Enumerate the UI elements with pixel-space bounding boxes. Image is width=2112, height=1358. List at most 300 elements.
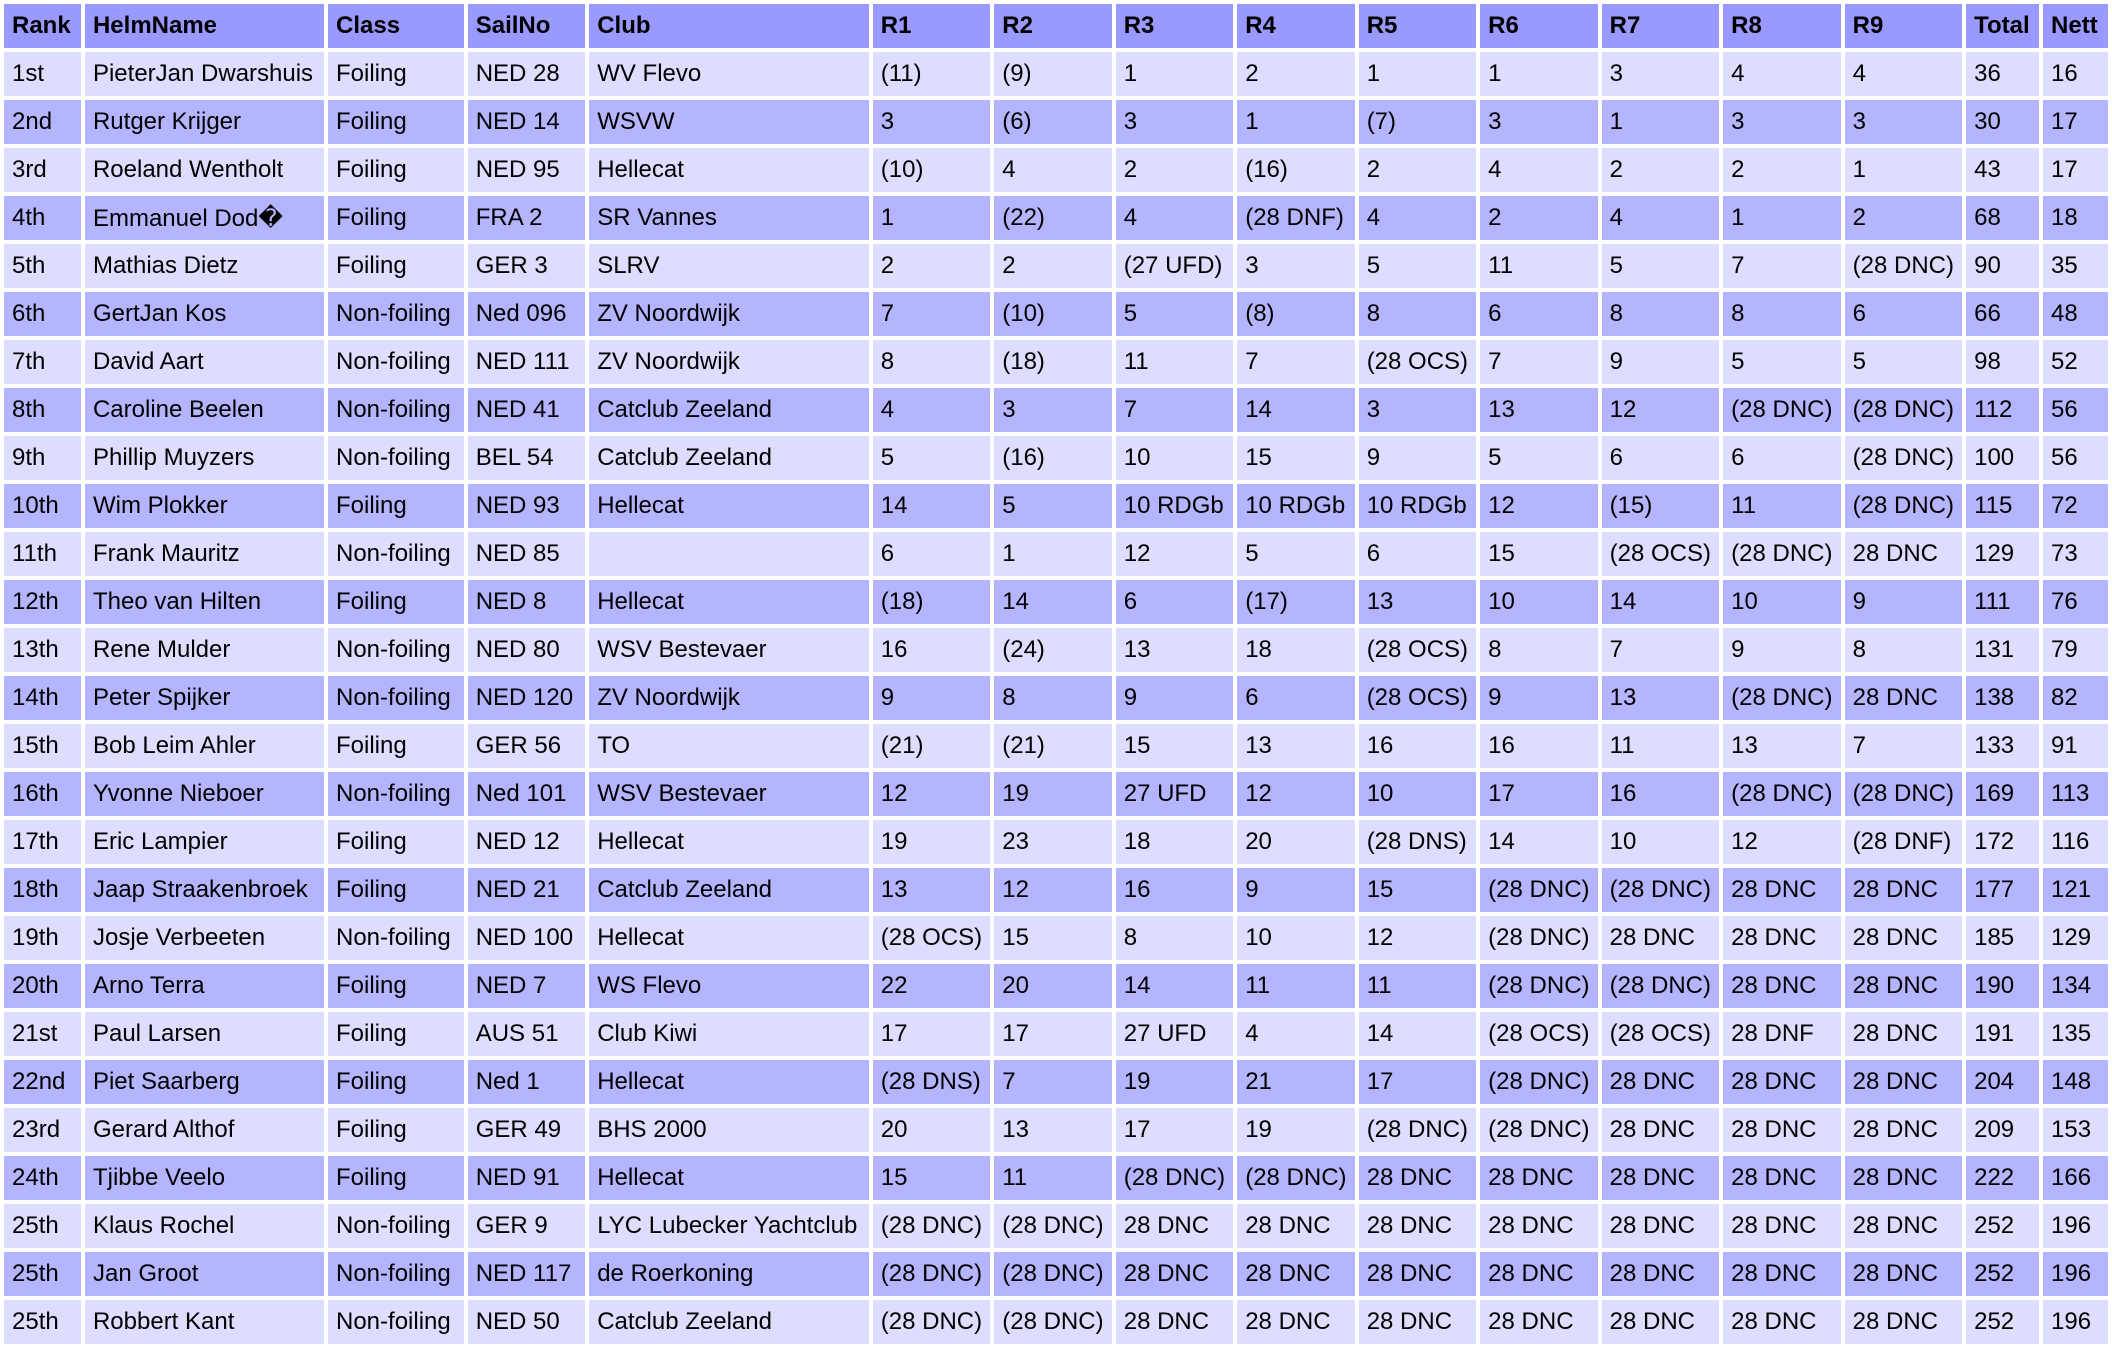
cell-sail-no: FRA 2 (468, 196, 585, 240)
cell-nett: 153 (2043, 1108, 2108, 1152)
cell-r8: 8 (1723, 292, 1840, 336)
cell-r3: 28 DNC (1116, 1204, 1233, 1248)
cell-helm-name: Paul Larsen (85, 1012, 324, 1056)
cell-r9: 28 DNC (1845, 916, 1962, 960)
cell-r4: 18 (1237, 628, 1354, 672)
cell-total: 129 (1966, 532, 2039, 576)
cell-r6: 7 (1480, 340, 1597, 384)
cell-r7: 16 (1602, 772, 1719, 816)
cell-r8: (28 DNC) (1723, 388, 1840, 432)
cell-r8: 10 (1723, 580, 1840, 624)
cell-helm-name: Jaap Straakenbroek (85, 868, 324, 912)
cell-class: Foiling (328, 52, 464, 96)
cell-r6: 17 (1480, 772, 1597, 816)
cell-r4: 2 (1237, 52, 1354, 96)
cell-nett: 196 (2043, 1204, 2108, 1248)
cell-r4: 10 (1237, 916, 1354, 960)
results-table-header (4, 4, 2108, 48)
cell-r1: 7 (873, 292, 990, 336)
cell-r4: 19 (1237, 1108, 1354, 1152)
column-header-class[interactable]: Class (328, 4, 464, 48)
cell-r9: 28 DNC (1845, 1156, 1962, 1200)
cell-r5: 12 (1359, 916, 1476, 960)
cell-r1: 13 (873, 868, 990, 912)
cell-r7: 28 DNC (1602, 1300, 1719, 1344)
cell-rank: 16th (4, 772, 81, 816)
column-header-r9[interactable]: R9 (1845, 4, 1962, 48)
cell-r4: 6 (1237, 676, 1354, 720)
cell-r9: 28 DNC (1845, 1108, 1962, 1152)
cell-total: 115 (1966, 484, 2039, 528)
cell-helm-name: PieterJan Dwarshuis (85, 52, 324, 96)
cell-nett: 48 (2043, 292, 2108, 336)
cell-r3: 10 RDGb (1116, 484, 1233, 528)
cell-r1: 14 (873, 484, 990, 528)
cell-total: 100 (1966, 436, 2039, 480)
table-row (4, 820, 2108, 864)
cell-sail-no: GER 56 (468, 724, 585, 768)
cell-r3: 2 (1116, 148, 1233, 192)
cell-r6: 15 (1480, 532, 1597, 576)
cell-r2: 1 (994, 532, 1111, 576)
table-row (4, 484, 2108, 528)
table-row (4, 148, 2108, 192)
cell-r5: 15 (1359, 868, 1476, 912)
cell-nett: 73 (2043, 532, 2108, 576)
cell-sail-no: NED 95 (468, 148, 585, 192)
cell-r4: (28 DNC) (1237, 1156, 1354, 1200)
table-row (4, 628, 2108, 672)
cell-sail-no: NED 28 (468, 52, 585, 96)
cell-r3: 13 (1116, 628, 1233, 672)
cell-r1: 9 (873, 676, 990, 720)
cell-r2: 11 (994, 1156, 1111, 1200)
cell-sail-no: NED 14 (468, 100, 585, 144)
cell-class: Non-foiling (328, 340, 464, 384)
cell-r7: 28 DNC (1602, 1204, 1719, 1248)
cell-club: Catclub Zeeland (589, 1300, 869, 1344)
cell-r3: (27 UFD) (1116, 244, 1233, 288)
cell-sail-no: NED 91 (468, 1156, 585, 1200)
cell-sail-no: NED 7 (468, 964, 585, 1008)
table-row (4, 388, 2108, 432)
cell-nett: 17 (2043, 100, 2108, 144)
cell-r4: 1 (1237, 100, 1354, 144)
cell-r4: 28 DNC (1237, 1300, 1354, 1344)
cell-club: de Roerkoning (589, 1252, 869, 1296)
cell-r4: (8) (1237, 292, 1354, 336)
column-header-r3[interactable]: R3 (1116, 4, 1233, 48)
cell-nett: 16 (2043, 52, 2108, 96)
cell-r4: 13 (1237, 724, 1354, 768)
cell-r9: 28 DNC (1845, 676, 1962, 720)
cell-r8: 2 (1723, 148, 1840, 192)
cell-r6: 14 (1480, 820, 1597, 864)
cell-r6: (28 OCS) (1480, 1012, 1597, 1056)
cell-r9: 7 (1845, 724, 1962, 768)
cell-rank: 8th (4, 388, 81, 432)
cell-helm-name: Wim Plokker (85, 484, 324, 528)
cell-r8: 9 (1723, 628, 1840, 672)
cell-rank: 25th (4, 1204, 81, 1248)
table-row (4, 964, 2108, 1008)
cell-r7: (28 OCS) (1602, 532, 1719, 576)
cell-rank: 5th (4, 244, 81, 288)
cell-r7: (28 OCS) (1602, 1012, 1719, 1056)
cell-r5: (28 OCS) (1359, 628, 1476, 672)
cell-rank: 14th (4, 676, 81, 720)
cell-r7: 11 (1602, 724, 1719, 768)
cell-r6: (28 DNC) (1480, 1108, 1597, 1152)
cell-sail-no: Ned 101 (468, 772, 585, 816)
cell-sail-no: NED 41 (468, 388, 585, 432)
cell-club: Hellecat (589, 1060, 869, 1104)
cell-rank: 18th (4, 868, 81, 912)
cell-helm-name: Rene Mulder (85, 628, 324, 672)
cell-r5: 5 (1359, 244, 1476, 288)
cell-nett: 196 (2043, 1252, 2108, 1296)
cell-total: 204 (1966, 1060, 2039, 1104)
cell-r4: (17) (1237, 580, 1354, 624)
table-row (4, 244, 2108, 288)
cell-r4: (28 DNF) (1237, 196, 1354, 240)
column-header-r5[interactable]: R5 (1359, 4, 1476, 48)
cell-r1: 20 (873, 1108, 990, 1152)
cell-r1: (28 DNC) (873, 1252, 990, 1296)
cell-club (589, 532, 869, 576)
cell-nett: 79 (2043, 628, 2108, 672)
cell-class: Non-foiling (328, 388, 464, 432)
cell-sail-no: NED 120 (468, 676, 585, 720)
cell-total: 68 (1966, 196, 2039, 240)
column-header-r7[interactable]: R7 (1602, 4, 1719, 48)
cell-r6: 1 (1480, 52, 1597, 96)
cell-total: 252 (1966, 1252, 2039, 1296)
cell-total: 98 (1966, 340, 2039, 384)
cell-r8: (28 DNC) (1723, 676, 1840, 720)
cell-class: Foiling (328, 148, 464, 192)
cell-helm-name: Arno Terra (85, 964, 324, 1008)
cell-class: Non-foiling (328, 532, 464, 576)
cell-r2: 19 (994, 772, 1111, 816)
cell-r5: 4 (1359, 196, 1476, 240)
cell-r3: 12 (1116, 532, 1233, 576)
cell-r2: (18) (994, 340, 1111, 384)
cell-r4: 11 (1237, 964, 1354, 1008)
cell-r9: (28 DNF) (1845, 820, 1962, 864)
cell-rank: 21st (4, 1012, 81, 1056)
cell-sail-no: NED 111 (468, 340, 585, 384)
cell-club: Hellecat (589, 580, 869, 624)
cell-total: 133 (1966, 724, 2039, 768)
cell-r2: 7 (994, 1060, 1111, 1104)
cell-r7: 28 DNC (1602, 1156, 1719, 1200)
cell-r1: 2 (873, 244, 990, 288)
cell-r3: 19 (1116, 1060, 1233, 1104)
cell-r7: (28 DNC) (1602, 964, 1719, 1008)
table-row (4, 1300, 2108, 1344)
cell-r2: 2 (994, 244, 1111, 288)
cell-r1: 22 (873, 964, 990, 1008)
table-row (4, 532, 2108, 576)
cell-club: WSVW (589, 100, 869, 144)
cell-r8: 28 DNC (1723, 1156, 1840, 1200)
header-row (4, 4, 2108, 48)
cell-r5: 10 (1359, 772, 1476, 816)
column-header-r4[interactable]: R4 (1237, 4, 1354, 48)
cell-r4: 4 (1237, 1012, 1354, 1056)
cell-rank: 10th (4, 484, 81, 528)
cell-class: Non-foiling (328, 916, 464, 960)
column-header-club[interactable]: Club (589, 4, 869, 48)
cell-r6: 12 (1480, 484, 1597, 528)
cell-sail-no: NED 21 (468, 868, 585, 912)
cell-r3: (28 DNC) (1116, 1156, 1233, 1200)
cell-r3: 27 UFD (1116, 772, 1233, 816)
cell-r9: 4 (1845, 52, 1962, 96)
cell-total: 90 (1966, 244, 2039, 288)
cell-r9: 28 DNC (1845, 1252, 1962, 1296)
table-row (4, 1060, 2108, 1104)
cell-helm-name: Jan Groot (85, 1252, 324, 1296)
cell-r5: 28 DNC (1359, 1156, 1476, 1200)
cell-r5: 28 DNC (1359, 1300, 1476, 1344)
cell-r3: 3 (1116, 100, 1233, 144)
column-header-total[interactable]: Total (1966, 4, 2039, 48)
cell-r8: 1 (1723, 196, 1840, 240)
cell-r7: (28 DNC) (1602, 868, 1719, 912)
cell-r3: 11 (1116, 340, 1233, 384)
cell-class: Non-foiling (328, 436, 464, 480)
cell-club: Hellecat (589, 484, 869, 528)
cell-r5: 17 (1359, 1060, 1476, 1104)
cell-sail-no: BEL 54 (468, 436, 585, 480)
cell-nett: 56 (2043, 436, 2108, 480)
cell-class: Foiling (328, 868, 464, 912)
cell-r5: 2 (1359, 148, 1476, 192)
cell-r7: 8 (1602, 292, 1719, 336)
cell-rank: 6th (4, 292, 81, 336)
cell-r3: 27 UFD (1116, 1012, 1233, 1056)
cell-r5: 14 (1359, 1012, 1476, 1056)
cell-helm-name: Yvonne Nieboer (85, 772, 324, 816)
cell-class: Foiling (328, 1012, 464, 1056)
cell-r3: 7 (1116, 388, 1233, 432)
column-header-r2[interactable]: R2 (994, 4, 1111, 48)
cell-r7: (15) (1602, 484, 1719, 528)
column-header-rank[interactable]: Rank (4, 4, 81, 48)
cell-r7: 6 (1602, 436, 1719, 480)
table-row (4, 724, 2108, 768)
column-header-nett[interactable]: Nett (2043, 4, 2108, 48)
cell-r2: 8 (994, 676, 1111, 720)
cell-r8: 28 DNC (1723, 1252, 1840, 1296)
table-row (4, 1108, 2108, 1152)
cell-r5: (28 OCS) (1359, 676, 1476, 720)
cell-r3: 6 (1116, 580, 1233, 624)
cell-club: Catclub Zeeland (589, 388, 869, 432)
cell-r7: 4 (1602, 196, 1719, 240)
cell-nett: 76 (2043, 580, 2108, 624)
cell-r1: (28 OCS) (873, 916, 990, 960)
cell-nett: 35 (2043, 244, 2108, 288)
cell-total: 185 (1966, 916, 2039, 960)
cell-club: Hellecat (589, 148, 869, 192)
cell-sail-no: GER 3 (468, 244, 585, 288)
results-table-body (4, 52, 2108, 1344)
cell-helm-name: Caroline Beelen (85, 388, 324, 432)
cell-total: 190 (1966, 964, 2039, 1008)
cell-total: 43 (1966, 148, 2039, 192)
cell-sail-no: NED 93 (468, 484, 585, 528)
cell-rank: 9th (4, 436, 81, 480)
column-header-sail-no[interactable]: SailNo (468, 4, 585, 48)
cell-r9: 28 DNC (1845, 868, 1962, 912)
cell-r1: 12 (873, 772, 990, 816)
cell-helm-name: Klaus Rochel (85, 1204, 324, 1248)
cell-nett: 91 (2043, 724, 2108, 768)
cell-r2: 13 (994, 1108, 1111, 1152)
cell-r3: 17 (1116, 1108, 1233, 1152)
cell-r2: (22) (994, 196, 1111, 240)
cell-r6: 28 DNC (1480, 1300, 1597, 1344)
table-row (4, 772, 2108, 816)
cell-sail-no: GER 49 (468, 1108, 585, 1152)
cell-r7: 7 (1602, 628, 1719, 672)
cell-r1: 1 (873, 196, 990, 240)
cell-r7: 10 (1602, 820, 1719, 864)
cell-helm-name: Bob Leim Ahler (85, 724, 324, 768)
cell-class: Foiling (328, 1108, 464, 1152)
cell-r8: 3 (1723, 100, 1840, 144)
cell-r8: (28 DNC) (1723, 532, 1840, 576)
cell-r9: 28 DNC (1845, 964, 1962, 1008)
cell-r7: 9 (1602, 340, 1719, 384)
cell-r1: 4 (873, 388, 990, 432)
cell-total: 252 (1966, 1300, 2039, 1344)
cell-r9: (28 DNC) (1845, 772, 1962, 816)
cell-r9: (28 DNC) (1845, 484, 1962, 528)
cell-class: Non-foiling (328, 1204, 464, 1248)
cell-r6: 3 (1480, 100, 1597, 144)
cell-nett: 52 (2043, 340, 2108, 384)
cell-r4: 7 (1237, 340, 1354, 384)
cell-club: WSV Bestevaer (589, 772, 869, 816)
cell-r1: 15 (873, 1156, 990, 1200)
cell-r6: 5 (1480, 436, 1597, 480)
cell-rank: 24th (4, 1156, 81, 1200)
cell-nett: 113 (2043, 772, 2108, 816)
cell-sail-no: Ned 096 (468, 292, 585, 336)
cell-r6: (28 DNC) (1480, 964, 1597, 1008)
cell-r6: 8 (1480, 628, 1597, 672)
cell-rank: 12th (4, 580, 81, 624)
cell-class: Foiling (328, 820, 464, 864)
cell-nett: 148 (2043, 1060, 2108, 1104)
cell-r6: 10 (1480, 580, 1597, 624)
cell-r9: 2 (1845, 196, 1962, 240)
cell-r6: 16 (1480, 724, 1597, 768)
cell-r9: 3 (1845, 100, 1962, 144)
cell-r4: 14 (1237, 388, 1354, 432)
cell-rank: 3rd (4, 148, 81, 192)
cell-club: ZV Noordwijk (589, 292, 869, 336)
cell-r8: 28 DNC (1723, 916, 1840, 960)
column-header-helm-name[interactable]: HelmName (85, 4, 324, 48)
cell-r1: 19 (873, 820, 990, 864)
cell-r5: 10 RDGb (1359, 484, 1476, 528)
cell-nett: 135 (2043, 1012, 2108, 1056)
column-header-r8[interactable]: R8 (1723, 4, 1840, 48)
cell-r3: 15 (1116, 724, 1233, 768)
cell-rank: 4th (4, 196, 81, 240)
cell-r9: 1 (1845, 148, 1962, 192)
cell-club: ZV Noordwijk (589, 676, 869, 720)
table-row (4, 1156, 2108, 1200)
cell-r1: 8 (873, 340, 990, 384)
cell-r1: 3 (873, 100, 990, 144)
cell-sail-no: NED 12 (468, 820, 585, 864)
cell-helm-name: David Aart (85, 340, 324, 384)
cell-class: Non-foiling (328, 772, 464, 816)
cell-r1: 6 (873, 532, 990, 576)
table-row (4, 580, 2108, 624)
cell-r5: 11 (1359, 964, 1476, 1008)
cell-r5: 6 (1359, 532, 1476, 576)
cell-rank: 25th (4, 1300, 81, 1344)
cell-r6: (28 DNC) (1480, 916, 1597, 960)
cell-r1: (21) (873, 724, 990, 768)
cell-sail-no: NED 8 (468, 580, 585, 624)
cell-r9: 28 DNC (1845, 1300, 1962, 1344)
cell-helm-name: Piet Saarberg (85, 1060, 324, 1104)
cell-club: ZV Noordwijk (589, 340, 869, 384)
cell-class: Foiling (328, 196, 464, 240)
cell-r1: 17 (873, 1012, 990, 1056)
column-header-r1[interactable]: R1 (873, 4, 990, 48)
cell-helm-name: Robbert Kant (85, 1300, 324, 1344)
cell-r2: 3 (994, 388, 1111, 432)
cell-helm-name: Roeland Wentholt (85, 148, 324, 192)
cell-r3: 5 (1116, 292, 1233, 336)
cell-r3: 18 (1116, 820, 1233, 864)
cell-r5: 16 (1359, 724, 1476, 768)
cell-total: 138 (1966, 676, 2039, 720)
cell-sail-no: NED 85 (468, 532, 585, 576)
cell-r8: 28 DNC (1723, 1300, 1840, 1344)
cell-r2: 14 (994, 580, 1111, 624)
column-header-r6[interactable]: R6 (1480, 4, 1597, 48)
cell-r8: 12 (1723, 820, 1840, 864)
table-row (4, 868, 2108, 912)
cell-rank: 13th (4, 628, 81, 672)
cell-r3: 28 DNC (1116, 1252, 1233, 1296)
cell-r4: 15 (1237, 436, 1354, 480)
table-row (4, 292, 2108, 336)
cell-club: SR Vannes (589, 196, 869, 240)
cell-sail-no: NED 117 (468, 1252, 585, 1296)
cell-r3: 4 (1116, 196, 1233, 240)
cell-r3: 28 DNC (1116, 1300, 1233, 1344)
cell-r6: 28 DNC (1480, 1204, 1597, 1248)
cell-nett: 129 (2043, 916, 2108, 960)
cell-r8: 28 DNC (1723, 1060, 1840, 1104)
cell-r6: 2 (1480, 196, 1597, 240)
cell-helm-name: Josje Verbeeten (85, 916, 324, 960)
cell-r7: 28 DNC (1602, 916, 1719, 960)
cell-nett: 56 (2043, 388, 2108, 432)
cell-total: 177 (1966, 868, 2039, 912)
